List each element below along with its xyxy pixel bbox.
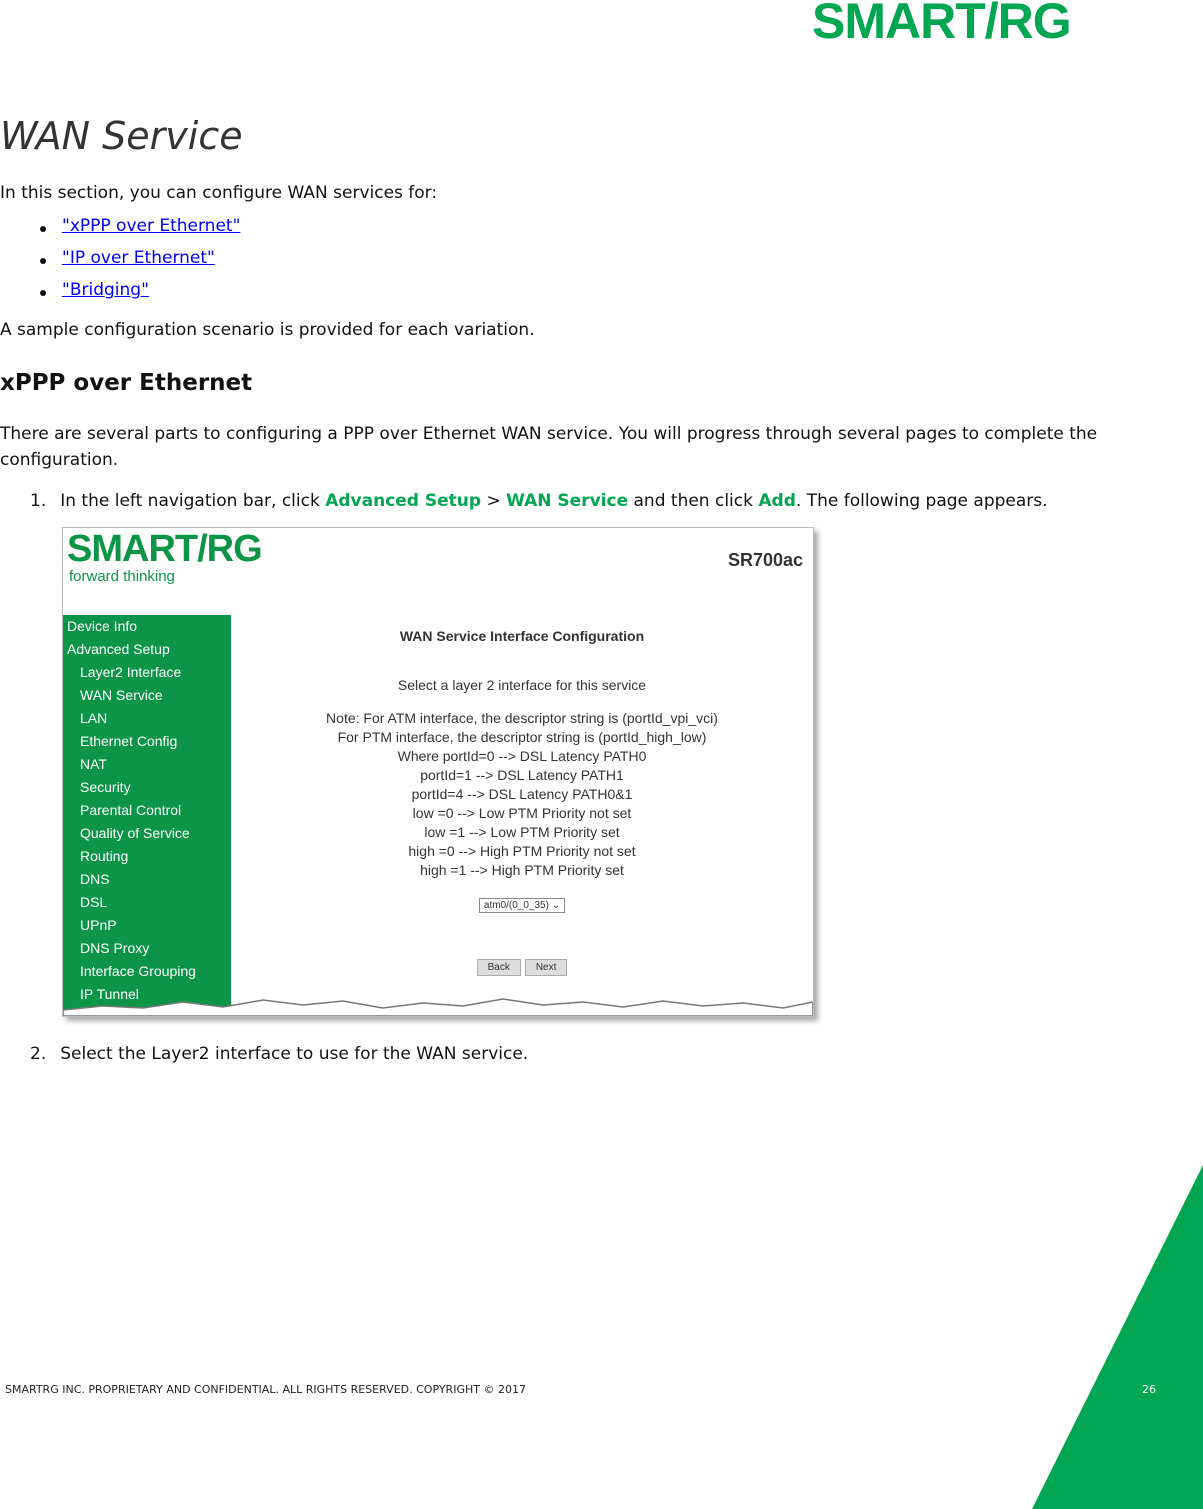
- config-subtitle: Select a layer 2 interface for this service: [397, 677, 647, 693]
- link-xppp[interactable]: "xPPP over Ethernet": [62, 216, 241, 236]
- step-number: 2.: [30, 1044, 47, 1064]
- wan-service-ref: WAN Service: [506, 491, 629, 511]
- step-text: and then click: [628, 491, 759, 511]
- nav-item[interactable]: Device Info: [67, 618, 138, 634]
- nav-item[interactable]: WAN Service: [80, 687, 163, 703]
- note-line: For PTM interface, the descriptor string is (portId_high_low): [337, 729, 707, 745]
- nav-item[interactable]: Layer2 Interface: [80, 664, 182, 680]
- router-logo: SMART/RG: [67, 528, 262, 570]
- intro-text: In this section, you can configure WAN services for:: [0, 183, 438, 203]
- step-number: 1.: [30, 491, 47, 511]
- nav-item[interactable]: DNS Proxy: [80, 940, 150, 956]
- next-button[interactable]: Next: [525, 959, 568, 976]
- link-ipoe[interactable]: "IP over Ethernet": [62, 248, 215, 268]
- router-model: SR700ac: [727, 550, 803, 570]
- nav-item[interactable]: Ethernet Config: [80, 733, 178, 749]
- nav-item[interactable]: Parental Control: [80, 802, 182, 818]
- link-bridging[interactable]: "Bridging": [62, 280, 149, 300]
- advanced-setup-ref: Advanced Setup: [325, 491, 482, 511]
- step-text: >: [481, 491, 507, 511]
- back-button[interactable]: Back: [477, 959, 521, 976]
- nav-item[interactable]: UPnP: [80, 917, 117, 933]
- nav-item[interactable]: Interface Grouping: [80, 963, 196, 979]
- nav-item[interactable]: Advanced Setup: [67, 641, 170, 657]
- page-title: WAN Service: [0, 114, 243, 158]
- nav-item[interactable]: DSL: [80, 894, 108, 910]
- page-number: 26: [1142, 1383, 1156, 1396]
- nav-item[interactable]: LAN: [80, 710, 108, 726]
- step-text: . The following page appears.: [795, 491, 1048, 511]
- note-line: portId=4 --> DSL Latency PATH0&1: [411, 786, 633, 802]
- nav-item[interactable]: Security: [80, 779, 131, 795]
- step-text: In the left navigation bar, click: [60, 491, 326, 511]
- note-line: Note: For ATM interface, the descriptor string is (portId_vpi_vci): [326, 710, 718, 726]
- nav-item[interactable]: Quality of Service: [80, 825, 190, 841]
- note-line: low =0 --> Low PTM Priority not set: [412, 805, 632, 821]
- nav-item[interactable]: NAT: [80, 756, 107, 772]
- nav-item[interactable]: DNS: [80, 871, 110, 887]
- note-line: Where portId=0 --> DSL Latency PATH0: [397, 748, 647, 764]
- note-line: low =1 --> Low PTM Priority set: [424, 824, 620, 840]
- step-text: Select the Layer2 interface to use for the WAN service.: [60, 1044, 529, 1064]
- smartrg-logo: SMART/RG: [812, 0, 1071, 49]
- note-line: high =1 --> High PTM Priority set: [420, 862, 624, 878]
- router-tagline: forward thinking: [69, 568, 175, 585]
- config-title: WAN Service Interface Configuration: [399, 628, 645, 644]
- footer-text: SMARTRG INC. PROPRIETARY AND CONFIDENTIAL. ALL RIGHTS RESERVED. COPYRIGHT © 2017: [5, 1383, 526, 1396]
- section-paragraph: There are several parts to configuring a PPP over Ethernet WAN service. You will progress through several pages to complete the configuration.: [0, 424, 1098, 470]
- sample-text: A sample configuration scenario is provided for each variation.: [0, 320, 535, 340]
- note-line: high =0 --> High PTM Priority not set: [408, 843, 636, 859]
- nav-item[interactable]: IP Tunnel: [80, 986, 139, 1002]
- nav-item[interactable]: Routing: [80, 848, 129, 864]
- section-heading: xPPP over Ethernet: [0, 370, 253, 396]
- add-ref: Add: [758, 491, 796, 511]
- select-value: atm0/(0_0_35): [483, 900, 549, 911]
- chevron-down-icon: ⌄: [551, 900, 561, 911]
- note-line: portId=1 --> DSL Latency PATH1: [420, 767, 624, 783]
